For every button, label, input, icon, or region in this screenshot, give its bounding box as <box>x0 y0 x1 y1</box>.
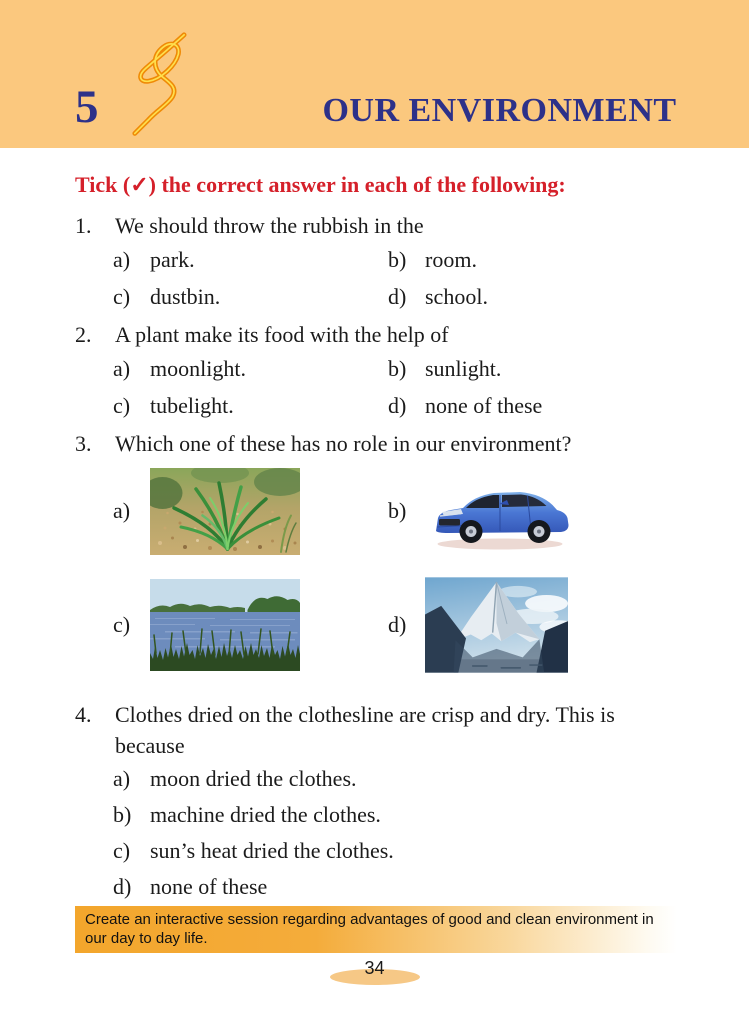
option-text: park. <box>150 247 195 272</box>
option-letter: b) <box>388 356 407 381</box>
activity-note-box <box>75 906 677 953</box>
option-text: tubelight. <box>150 393 234 418</box>
option-letter: d) <box>388 284 407 309</box>
instruction-heading: Tick (✓) the correct answer in each of the following: <box>75 172 566 197</box>
question-4-options <box>113 761 679 905</box>
option-text: moonlight. <box>150 356 246 381</box>
option-letter: b) <box>113 802 132 827</box>
option-letter: c) <box>113 838 131 863</box>
chapter-header <box>0 0 749 148</box>
question-number: 4. <box>75 702 92 727</box>
blue-car-photo <box>425 466 575 556</box>
question-2 <box>75 319 679 424</box>
question-2-options <box>113 350 679 424</box>
question-text: Clothes dried on the clothesline are crisp and dry. This is because <box>115 702 615 758</box>
question-number: 3. <box>75 431 92 456</box>
image-option-b <box>388 466 679 556</box>
image-option-a <box>113 466 388 556</box>
chapter-number: 5 <box>75 81 99 133</box>
option-text: school. <box>425 284 488 309</box>
option-letter: d) <box>113 874 132 899</box>
option-letter: a) <box>113 247 131 272</box>
question-number: 2. <box>75 322 92 347</box>
option-letter: d) <box>388 393 407 418</box>
option-c <box>113 833 679 869</box>
option-letter: c) <box>113 612 131 637</box>
option-letter: c) <box>113 393 131 418</box>
activity-note-text: Create an interactive session regarding advantages of good and clean environment in our day to day life. <box>85 911 654 947</box>
question-text: Which one of these has no role in our environment? <box>115 431 572 456</box>
question-1-options <box>113 241 679 315</box>
option-b <box>113 797 679 833</box>
option-letter: b) <box>388 247 407 272</box>
page-footer <box>0 958 749 986</box>
page-content <box>0 148 749 905</box>
option-text: none of these <box>425 393 543 418</box>
option-d <box>388 278 679 315</box>
image-option-c <box>113 577 388 673</box>
option-d <box>113 869 679 905</box>
option-letter: a) <box>113 766 131 791</box>
page-number: 34 <box>364 958 385 978</box>
image-option-d <box>388 577 679 673</box>
question-1 <box>75 210 679 315</box>
option-text: machine dried the clothes. <box>150 802 381 827</box>
option-c <box>113 278 388 315</box>
option-text: moon dried the clothes. <box>150 766 357 791</box>
swirl-decoration-icon <box>113 30 203 146</box>
option-b <box>388 350 679 387</box>
page-number-badge <box>330 958 420 986</box>
option-text: dustbin. <box>150 284 221 309</box>
question-text: We should throw the rubbish in the <box>115 213 424 238</box>
option-a <box>113 350 388 387</box>
option-letter: a) <box>113 498 131 523</box>
question-3-image-options <box>113 466 679 673</box>
option-a <box>113 761 679 797</box>
snow-mountain-photo <box>425 577 568 673</box>
question-4 <box>75 699 679 905</box>
option-text: sunlight. <box>425 356 502 381</box>
option-letter: c) <box>113 284 131 309</box>
aquatic-plants-photo <box>150 468 300 555</box>
question-3 <box>75 428 679 673</box>
option-text: sun’s heat dried the clothes. <box>150 838 394 863</box>
option-d <box>388 387 679 424</box>
option-letter: d) <box>388 612 407 637</box>
option-text: room. <box>425 247 477 272</box>
option-text: none of these <box>150 874 268 899</box>
option-letter: a) <box>113 356 131 381</box>
option-letter: b) <box>388 498 407 523</box>
question-text: A plant make its food with the help of <box>115 322 449 347</box>
lake-photo <box>150 579 300 671</box>
chapter-title: OUR ENVIRONMENT <box>322 92 677 129</box>
question-number: 1. <box>75 213 92 238</box>
option-a <box>113 241 388 278</box>
option-b <box>388 241 679 278</box>
option-c <box>113 387 388 424</box>
